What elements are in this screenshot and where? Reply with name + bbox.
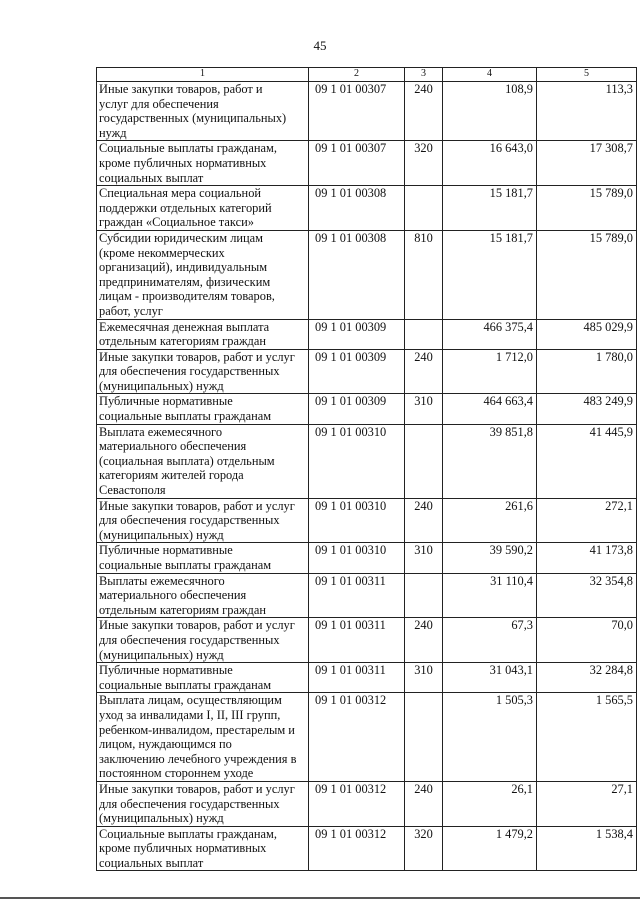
cell-target-article: 09 1 01 00308 <box>309 230 405 319</box>
cell-amount-year2: 1 538,4 <box>537 826 637 871</box>
cell-expense-type: 240 <box>405 82 443 141</box>
cell-amount-year2: 272,1 <box>537 498 637 543</box>
cell-expense-type: 240 <box>405 349 443 394</box>
cell-target-article: 09 1 01 00310 <box>309 543 405 573</box>
table-row <box>97 498 637 543</box>
cell-amount-year1: 1 712,0 <box>443 349 537 394</box>
cell-target-article: 09 1 01 00308 <box>309 186 405 231</box>
table-row <box>97 394 637 424</box>
cell-target-article: 09 1 01 00307 <box>309 82 405 141</box>
cell-name: Публичные нормативные социальные выплаты гражданам <box>97 394 309 424</box>
cell-expense-type: 810 <box>405 230 443 319</box>
cell-amount-year2: 483 249,9 <box>537 394 637 424</box>
table-row <box>97 781 637 826</box>
cell-name: Субсидии юридическим лицам (кроме некоммерческих организаций), индивидуальным предпринимателям, физическим лицам - производителям товаров, работ, услуг <box>97 230 309 319</box>
cell-expense-type <box>405 573 443 618</box>
cell-name: Иные закупки товаров, работ и услуг для обеспечения государственных (муниципальных) нужд <box>97 781 309 826</box>
cell-amount-year2: 15 789,0 <box>537 186 637 231</box>
cell-amount-year1: 108,9 <box>443 82 537 141</box>
table-row <box>97 319 637 349</box>
table-row <box>97 230 637 319</box>
table-row <box>97 141 637 186</box>
cell-name: Иные закупки товаров, работ и услуг для обеспечения государственных (муниципальных) нужд <box>97 618 309 663</box>
cell-amount-year1: 1 505,3 <box>443 693 537 782</box>
cell-amount-year2: 32 284,8 <box>537 663 637 693</box>
table-header-row <box>97 68 637 82</box>
cell-name: Иные закупки товаров, работ и услуг для обеспечения государственных (муниципальных) нужд <box>97 349 309 394</box>
column-header-vr: 3 <box>405 68 443 82</box>
cell-amount-year2: 485 029,9 <box>537 319 637 349</box>
cell-expense-type: 240 <box>405 618 443 663</box>
cell-expense-type: 240 <box>405 781 443 826</box>
cell-amount-year1: 67,3 <box>443 618 537 663</box>
cell-expense-type: 310 <box>405 394 443 424</box>
cell-amount-year2: 1 780,0 <box>537 349 637 394</box>
cell-amount-year1: 464 663,4 <box>443 394 537 424</box>
cell-amount-year1: 26,1 <box>443 781 537 826</box>
cell-amount-year1: 31 043,1 <box>443 663 537 693</box>
cell-name: Иные закупки товаров, работ и услуг для обеспечения государственных (муниципальных) нужд <box>97 498 309 543</box>
column-header-year2: 5 <box>537 68 637 82</box>
cell-expense-type <box>405 693 443 782</box>
cell-target-article: 09 1 01 00310 <box>309 498 405 543</box>
cell-target-article: 09 1 01 00309 <box>309 319 405 349</box>
cell-amount-year2: 113,3 <box>537 82 637 141</box>
cell-name: Ежемесячная денежная выплата отдельным категориям граждан <box>97 319 309 349</box>
cell-name: Выплаты ежемесячного материального обеспечения отдельным категориям граждан <box>97 573 309 618</box>
table-row <box>97 693 637 782</box>
cell-target-article: 09 1 01 00307 <box>309 141 405 186</box>
column-header-name: 1 <box>97 68 309 82</box>
cell-target-article: 09 1 01 00312 <box>309 693 405 782</box>
table-row <box>97 82 637 141</box>
cell-amount-year2: 41 445,9 <box>537 424 637 498</box>
cell-target-article: 09 1 01 00310 <box>309 424 405 498</box>
cell-expense-type: 320 <box>405 141 443 186</box>
cell-name: Социальные выплаты гражданам, кроме публичных нормативных социальных выплат <box>97 826 309 871</box>
cell-target-article: 09 1 01 00312 <box>309 781 405 826</box>
budget-table <box>96 67 637 871</box>
cell-amount-year2: 41 173,8 <box>537 543 637 573</box>
cell-target-article: 09 1 01 00311 <box>309 573 405 618</box>
cell-amount-year2: 1 565,5 <box>537 693 637 782</box>
cell-amount-year2: 70,0 <box>537 618 637 663</box>
cell-name: Выплата лицам, осуществляющим уход за инвалидами I, II, III групп, ребенком-инвалидом, престарелым и лицом, нуждающимся по заключению лечебного учреждения в постоянном стороннем уходе <box>97 693 309 782</box>
cell-amount-year1: 15 181,7 <box>443 230 537 319</box>
table-row <box>97 424 637 498</box>
table-row <box>97 349 637 394</box>
cell-amount-year2: 27,1 <box>537 781 637 826</box>
cell-expense-type <box>405 319 443 349</box>
cell-expense-type <box>405 424 443 498</box>
cell-name: Иные закупки товаров, работ и услуг для обеспечения государственных (муниципальных) нужд <box>97 82 309 141</box>
cell-name: Публичные нормативные социальные выплаты гражданам <box>97 663 309 693</box>
cell-amount-year2: 15 789,0 <box>537 230 637 319</box>
cell-expense-type <box>405 186 443 231</box>
cell-amount-year1: 31 110,4 <box>443 573 537 618</box>
cell-amount-year1: 39 590,2 <box>443 543 537 573</box>
table-row <box>97 186 637 231</box>
table-row <box>97 826 637 871</box>
cell-amount-year1: 15 181,7 <box>443 186 537 231</box>
cell-target-article: 09 1 01 00312 <box>309 826 405 871</box>
cell-target-article: 09 1 01 00311 <box>309 663 405 693</box>
cell-amount-year2: 17 308,7 <box>537 141 637 186</box>
cell-target-article: 09 1 01 00309 <box>309 349 405 394</box>
cell-amount-year2: 32 354,8 <box>537 573 637 618</box>
page-number: 45 <box>313 38 327 53</box>
cell-name: Публичные нормативные социальные выплаты гражданам <box>97 543 309 573</box>
cell-amount-year1: 261,6 <box>443 498 537 543</box>
column-header-csr: 2 <box>309 68 405 82</box>
cell-amount-year1: 466 375,4 <box>443 319 537 349</box>
cell-amount-year1: 1 479,2 <box>443 826 537 871</box>
table-row <box>97 618 637 663</box>
table-body <box>97 82 637 871</box>
cell-name: Выплата ежемесячного материального обеспечения (социальная выплата) отдельным категориям жителей города Севастополя <box>97 424 309 498</box>
table-row <box>97 573 637 618</box>
cell-name: Социальные выплаты гражданам, кроме публичных нормативных социальных выплат <box>97 141 309 186</box>
table-row <box>97 663 637 693</box>
cell-target-article: 09 1 01 00311 <box>309 618 405 663</box>
cell-expense-type: 310 <box>405 663 443 693</box>
table-row <box>97 543 637 573</box>
column-header-year1: 4 <box>443 68 537 82</box>
cell-amount-year1: 39 851,8 <box>443 424 537 498</box>
cell-expense-type: 240 <box>405 498 443 543</box>
cell-name: Специальная мера социальной поддержки отдельных категорий граждан «Социальное такси» <box>97 186 309 231</box>
cell-expense-type: 310 <box>405 543 443 573</box>
cell-target-article: 09 1 01 00309 <box>309 394 405 424</box>
cell-expense-type: 320 <box>405 826 443 871</box>
cell-amount-year1: 16 643,0 <box>443 141 537 186</box>
page-bottom-edge <box>0 897 640 899</box>
